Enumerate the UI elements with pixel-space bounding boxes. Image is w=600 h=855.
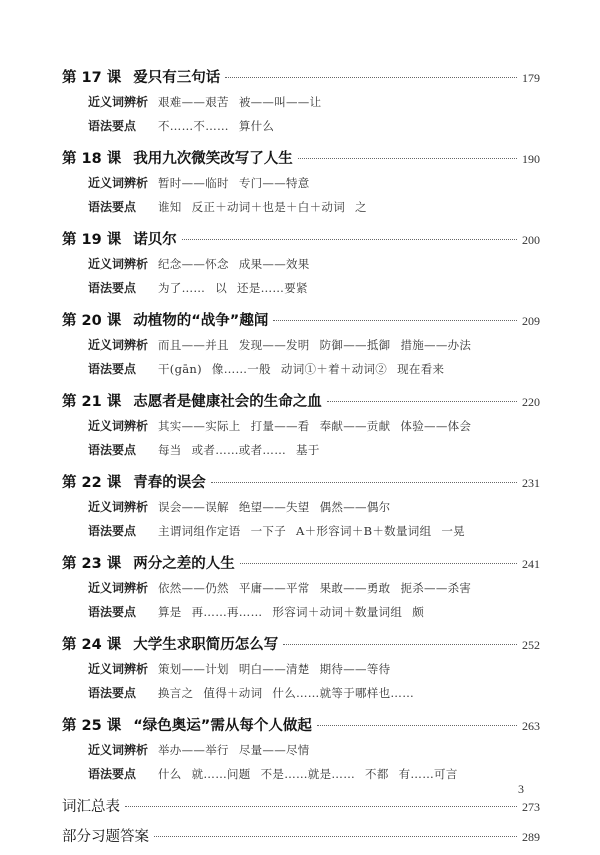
grammar-item: 之: [355, 200, 367, 214]
grammar-item: 每当: [158, 443, 182, 457]
dot-leader: [154, 836, 517, 837]
appendix-page: 289: [522, 830, 540, 844]
grammar-item: 反正＋动词＋也是＋白＋动词: [191, 200, 346, 214]
grammar-items: [158, 442, 330, 458]
lesson-number: 第 17 课: [62, 70, 122, 86]
synonym-item: 成果——效果: [238, 257, 310, 271]
grammar-item: 什么……就等于哪样也……: [272, 686, 415, 700]
grammar-item: 就……问题: [191, 767, 251, 781]
dot-leader: [298, 158, 517, 159]
synonyms-row: [62, 741, 540, 765]
lesson-title: 大学生求职简历怎么写: [133, 637, 279, 653]
synonym-item: 尽量——尽情: [238, 743, 310, 757]
grammar-items: [158, 685, 424, 701]
grammar-items: [158, 766, 468, 782]
grammar-item: 什么: [158, 767, 182, 781]
page-number: 3: [518, 782, 524, 796]
synonyms-row: [62, 417, 540, 441]
lesson-entry: [62, 390, 540, 465]
lesson-page: 209: [522, 314, 540, 328]
grammar-item: 基于: [296, 443, 320, 457]
synonyms-label: 近义词辨析: [88, 419, 149, 433]
lesson-entry: [62, 471, 540, 546]
grammar-row: [62, 360, 540, 384]
synonym-item: 纪念——怀念: [158, 257, 229, 271]
synonyms-label: 近义词辨析: [88, 500, 149, 514]
grammar-label: 语法要点: [88, 524, 137, 538]
lesson-number: 第 22 课: [62, 475, 122, 491]
grammar-item: 有……可言: [398, 767, 458, 781]
grammar-item: 不是……就是……: [260, 767, 356, 781]
grammar-label: 语法要点: [88, 281, 137, 295]
grammar-row: [62, 441, 540, 465]
synonyms-label: 近义词辨析: [88, 662, 149, 676]
synonym-item: 专门——特意: [238, 176, 310, 190]
dot-leader: [125, 806, 517, 807]
grammar-items: [158, 604, 434, 620]
lesson-number: 第 24 课: [62, 637, 122, 653]
lesson-title-row[interactable]: [62, 309, 540, 336]
synonyms-row: [62, 660, 540, 684]
lesson-entry: [62, 714, 540, 789]
grammar-label: 语法要点: [88, 767, 137, 781]
grammar-item: 还是……要紧: [237, 281, 308, 295]
lesson-page: 241: [522, 557, 540, 571]
grammar-row: [62, 117, 540, 141]
grammar-item: 值得＋动词: [203, 686, 263, 700]
lesson-title-row[interactable]: [62, 147, 540, 174]
grammar-item: 像……一般: [211, 362, 271, 376]
lesson-entry: [62, 633, 540, 708]
synonym-item: 发现——发明: [238, 338, 310, 352]
synonyms-items: [158, 94, 331, 110]
grammar-row: [62, 522, 540, 546]
lesson-number: 第 25 课: [62, 718, 122, 734]
appendix-page: 273: [522, 800, 540, 814]
lesson-page: 190: [522, 152, 540, 166]
synonym-item: 其实——实际上: [158, 419, 241, 433]
grammar-item: 再……再……: [191, 605, 263, 619]
synonym-item: 绝望——失望: [238, 500, 310, 514]
synonyms-items: [158, 418, 481, 434]
lesson-number: 第 20 课: [62, 313, 122, 329]
lesson-title: 志愿者是健康社会的生命之血: [133, 394, 322, 410]
lesson-entry: [62, 309, 540, 384]
lesson-number: 第 23 课: [62, 556, 122, 572]
synonym-item: 艰难——艰苦: [158, 95, 229, 109]
synonym-item: 偶然——偶尔: [319, 500, 391, 514]
lesson-title: 诺贝尔: [133, 232, 177, 248]
grammar-label: 语法要点: [88, 605, 137, 619]
synonyms-row: [62, 255, 540, 279]
lesson-title: “绿色奥运”需从每个人做起: [133, 718, 312, 734]
grammar-item: 颇: [412, 605, 425, 619]
grammar-label: 语法要点: [88, 362, 137, 376]
synonym-item: 明白——清楚: [238, 662, 310, 676]
dot-leader: [240, 563, 517, 564]
synonym-item: 依然——仍然: [158, 581, 229, 595]
synonyms-items: [158, 499, 400, 515]
grammar-items: [158, 280, 318, 296]
synonyms-label: 近义词辨析: [88, 338, 149, 352]
grammar-row: [62, 279, 540, 303]
synonyms-items: [158, 337, 481, 353]
grammar-item: 一晃: [441, 524, 465, 538]
lesson-title: 爱只有三句话: [133, 70, 221, 86]
dot-leader: [211, 482, 517, 483]
lesson-entry: [62, 552, 540, 627]
synonyms-label: 近义词辨析: [88, 581, 149, 595]
grammar-item: A＋形容词＋B＋数量词组: [296, 524, 432, 538]
dot-leader: [273, 320, 517, 321]
synonyms-row: [62, 93, 540, 117]
dot-leader: [327, 401, 517, 402]
grammar-items: [158, 118, 284, 134]
grammar-item: 干(gān): [158, 362, 202, 376]
synonyms-items: [158, 742, 320, 758]
grammar-item: 动词①＋着＋动词②: [280, 362, 388, 376]
synonyms-items: [158, 580, 481, 596]
grammar-row: [62, 603, 540, 627]
appendix-row[interactable]: [62, 825, 540, 855]
grammar-row: [62, 684, 540, 708]
synonym-item: 暂时——临时: [158, 176, 229, 190]
lesson-entry: [62, 228, 540, 303]
synonyms-items: [158, 661, 400, 677]
grammar-items: [158, 199, 377, 215]
synonyms-label: 近义词辨析: [88, 743, 149, 757]
lesson-number: 第 21 课: [62, 394, 122, 410]
lesson-page: 263: [522, 719, 540, 733]
synonyms-row: [62, 579, 540, 603]
synonyms-items: [158, 175, 320, 191]
synonym-item: 防御——抵御: [319, 338, 391, 352]
dot-leader: [182, 239, 517, 240]
synonym-item: 奉献——贡献: [319, 419, 391, 433]
appendix-entries: [62, 795, 540, 855]
lesson-title: 两分之差的人生: [133, 556, 235, 572]
appendix-row[interactable]: [62, 795, 540, 825]
lesson-number: 第 18 课: [62, 151, 122, 167]
synonym-item: 期待——等待: [319, 662, 391, 676]
grammar-item: 现在看来: [397, 362, 445, 376]
synonym-item: 措施——办法: [400, 338, 472, 352]
synonym-item: 而且——并且: [158, 338, 229, 352]
appendix-title: 部分习题答案: [62, 829, 149, 845]
lesson-title-row[interactable]: [62, 552, 540, 579]
lesson-page: 252: [522, 638, 540, 652]
grammar-items: [158, 523, 475, 539]
appendix-title: 词汇总表: [62, 799, 120, 815]
synonyms-row: [62, 174, 540, 198]
grammar-item: 或者……或者……: [191, 443, 287, 457]
grammar-item: 不……不……: [158, 119, 229, 133]
synonym-item: 体验——体会: [400, 419, 472, 433]
synonym-item: 举办——举行: [158, 743, 229, 757]
synonyms-row: [62, 336, 540, 360]
lesson-title: 青春的误会: [133, 475, 206, 491]
grammar-item: 主谓词组作定语: [158, 524, 241, 538]
lesson-title-row[interactable]: [62, 390, 540, 417]
grammar-item: 一下子: [250, 524, 287, 538]
synonyms-items: [158, 256, 320, 272]
lesson-title-row[interactable]: [62, 471, 540, 498]
grammar-item: 形容词＋动词＋数量词组: [272, 605, 403, 619]
grammar-label: 语法要点: [88, 443, 137, 457]
synonym-item: 误会——误解: [158, 500, 229, 514]
synonyms-label: 近义词辨析: [88, 176, 149, 190]
grammar-item: 算是: [158, 605, 182, 619]
lesson-entry: [62, 66, 540, 141]
synonym-item: 策划——计划: [158, 662, 229, 676]
grammar-item: 换言之: [158, 686, 194, 700]
lesson-title: 我用九次微笑改写了人生: [133, 151, 293, 167]
lesson-page: 179: [522, 71, 540, 85]
grammar-label: 语法要点: [88, 119, 137, 133]
grammar-items: [158, 361, 454, 377]
lesson-title-row[interactable]: [62, 714, 540, 741]
lesson-title-row[interactable]: [62, 633, 540, 660]
synonym-item: 被——叫——让: [238, 95, 322, 109]
dot-leader: [283, 644, 517, 645]
grammar-item: 以: [215, 281, 228, 295]
grammar-label: 语法要点: [88, 200, 137, 214]
grammar-item: 谁知: [158, 200, 182, 214]
synonym-item: 扼杀——杀害: [400, 581, 472, 595]
synonym-item: 打量——看: [250, 419, 310, 433]
grammar-item: 算什么: [238, 119, 275, 133]
grammar-item: 不都: [365, 767, 389, 781]
grammar-row: [62, 765, 540, 789]
grammar-row: [62, 198, 540, 222]
grammar-label: 语法要点: [88, 686, 137, 700]
lesson-page: 220: [522, 395, 540, 409]
lesson-title-row[interactable]: [62, 66, 540, 93]
dot-leader: [225, 77, 517, 78]
lesson-page: 231: [522, 476, 540, 490]
lesson-page: 200: [522, 233, 540, 247]
synonyms-label: 近义词辨析: [88, 95, 149, 109]
synonyms-row: [62, 498, 540, 522]
grammar-item: 为了……: [158, 281, 206, 295]
dot-leader: [317, 725, 517, 726]
synonym-item: 果敢——勇敢: [319, 581, 391, 595]
synonym-item: 平庸——平常: [238, 581, 310, 595]
lesson-entry: [62, 147, 540, 222]
lesson-title: 动植物的“战争”趣闻: [133, 313, 269, 329]
table-of-contents: [62, 66, 540, 855]
synonyms-label: 近义词辨析: [88, 257, 149, 271]
lesson-number: 第 19 课: [62, 232, 122, 248]
lesson-title-row[interactable]: [62, 228, 540, 255]
